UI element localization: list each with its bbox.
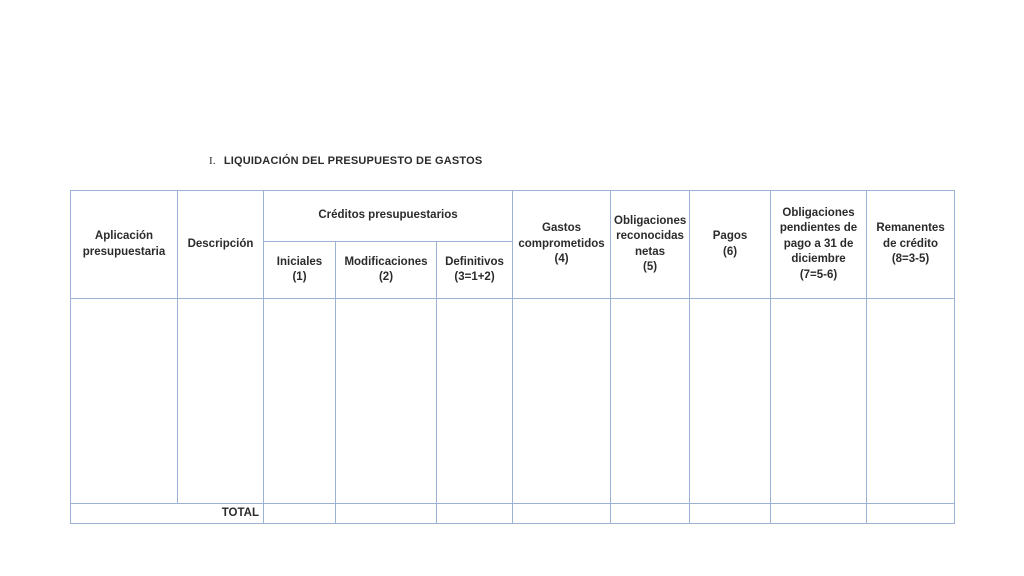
header-obligaciones-pendientes: Obligaciones pendientes de pago a 31 de diciembre (7=5-6) [771,191,867,299]
total-obligaciones [611,504,690,524]
total-remanentes [867,504,955,524]
header-modificaciones: Modificaciones (2) [336,242,437,299]
section-heading [209,155,482,167]
header-pagos: Pagos (6) [690,191,771,299]
total-iniciales [264,504,336,524]
total-pendientes [771,504,867,524]
header-remanentes-credito: Remanentes de crédito (8=3-5) [867,191,955,299]
header-obligaciones-reconocidas: Obligaciones reconocidas netas (5) [611,191,690,299]
cell-remanentes [867,299,955,504]
cell-obligaciones [611,299,690,504]
total-definitivos [437,504,513,524]
cell-pendientes [771,299,867,504]
cell-pagos [690,299,771,504]
header-row-1 [71,191,955,242]
cell-descripcion [178,299,264,504]
header-creditos-presupuestarios: Créditos presupuestarios [264,191,513,242]
budget-liquidation-table [70,190,955,524]
section-title: LIQUIDACIÓN DEL PRESUPUESTO DE GASTOS [223,155,483,167]
cell-modificaciones [336,299,437,504]
cell-gastos [513,299,611,504]
total-gastos [513,504,611,524]
header-aplicacion-presupuestaria: Aplicación presupuestaria [71,191,178,299]
total-pagos [690,504,771,524]
header-definitivos: Definitivos (3=1+2) [437,242,513,299]
cell-aplicacion [71,299,178,504]
total-modificaciones [336,504,437,524]
header-iniciales: Iniciales (1) [264,242,336,299]
cell-iniciales [264,299,336,504]
header-descripcion: Descripción [178,191,264,299]
header-gastos-comprometidos: Gastos comprometidos (4) [513,191,611,299]
section-number: I. [209,155,216,167]
total-label: TOTAL [71,504,264,524]
total-row [71,504,955,524]
cell-definitivos [437,299,513,504]
table-body-row [71,299,955,504]
